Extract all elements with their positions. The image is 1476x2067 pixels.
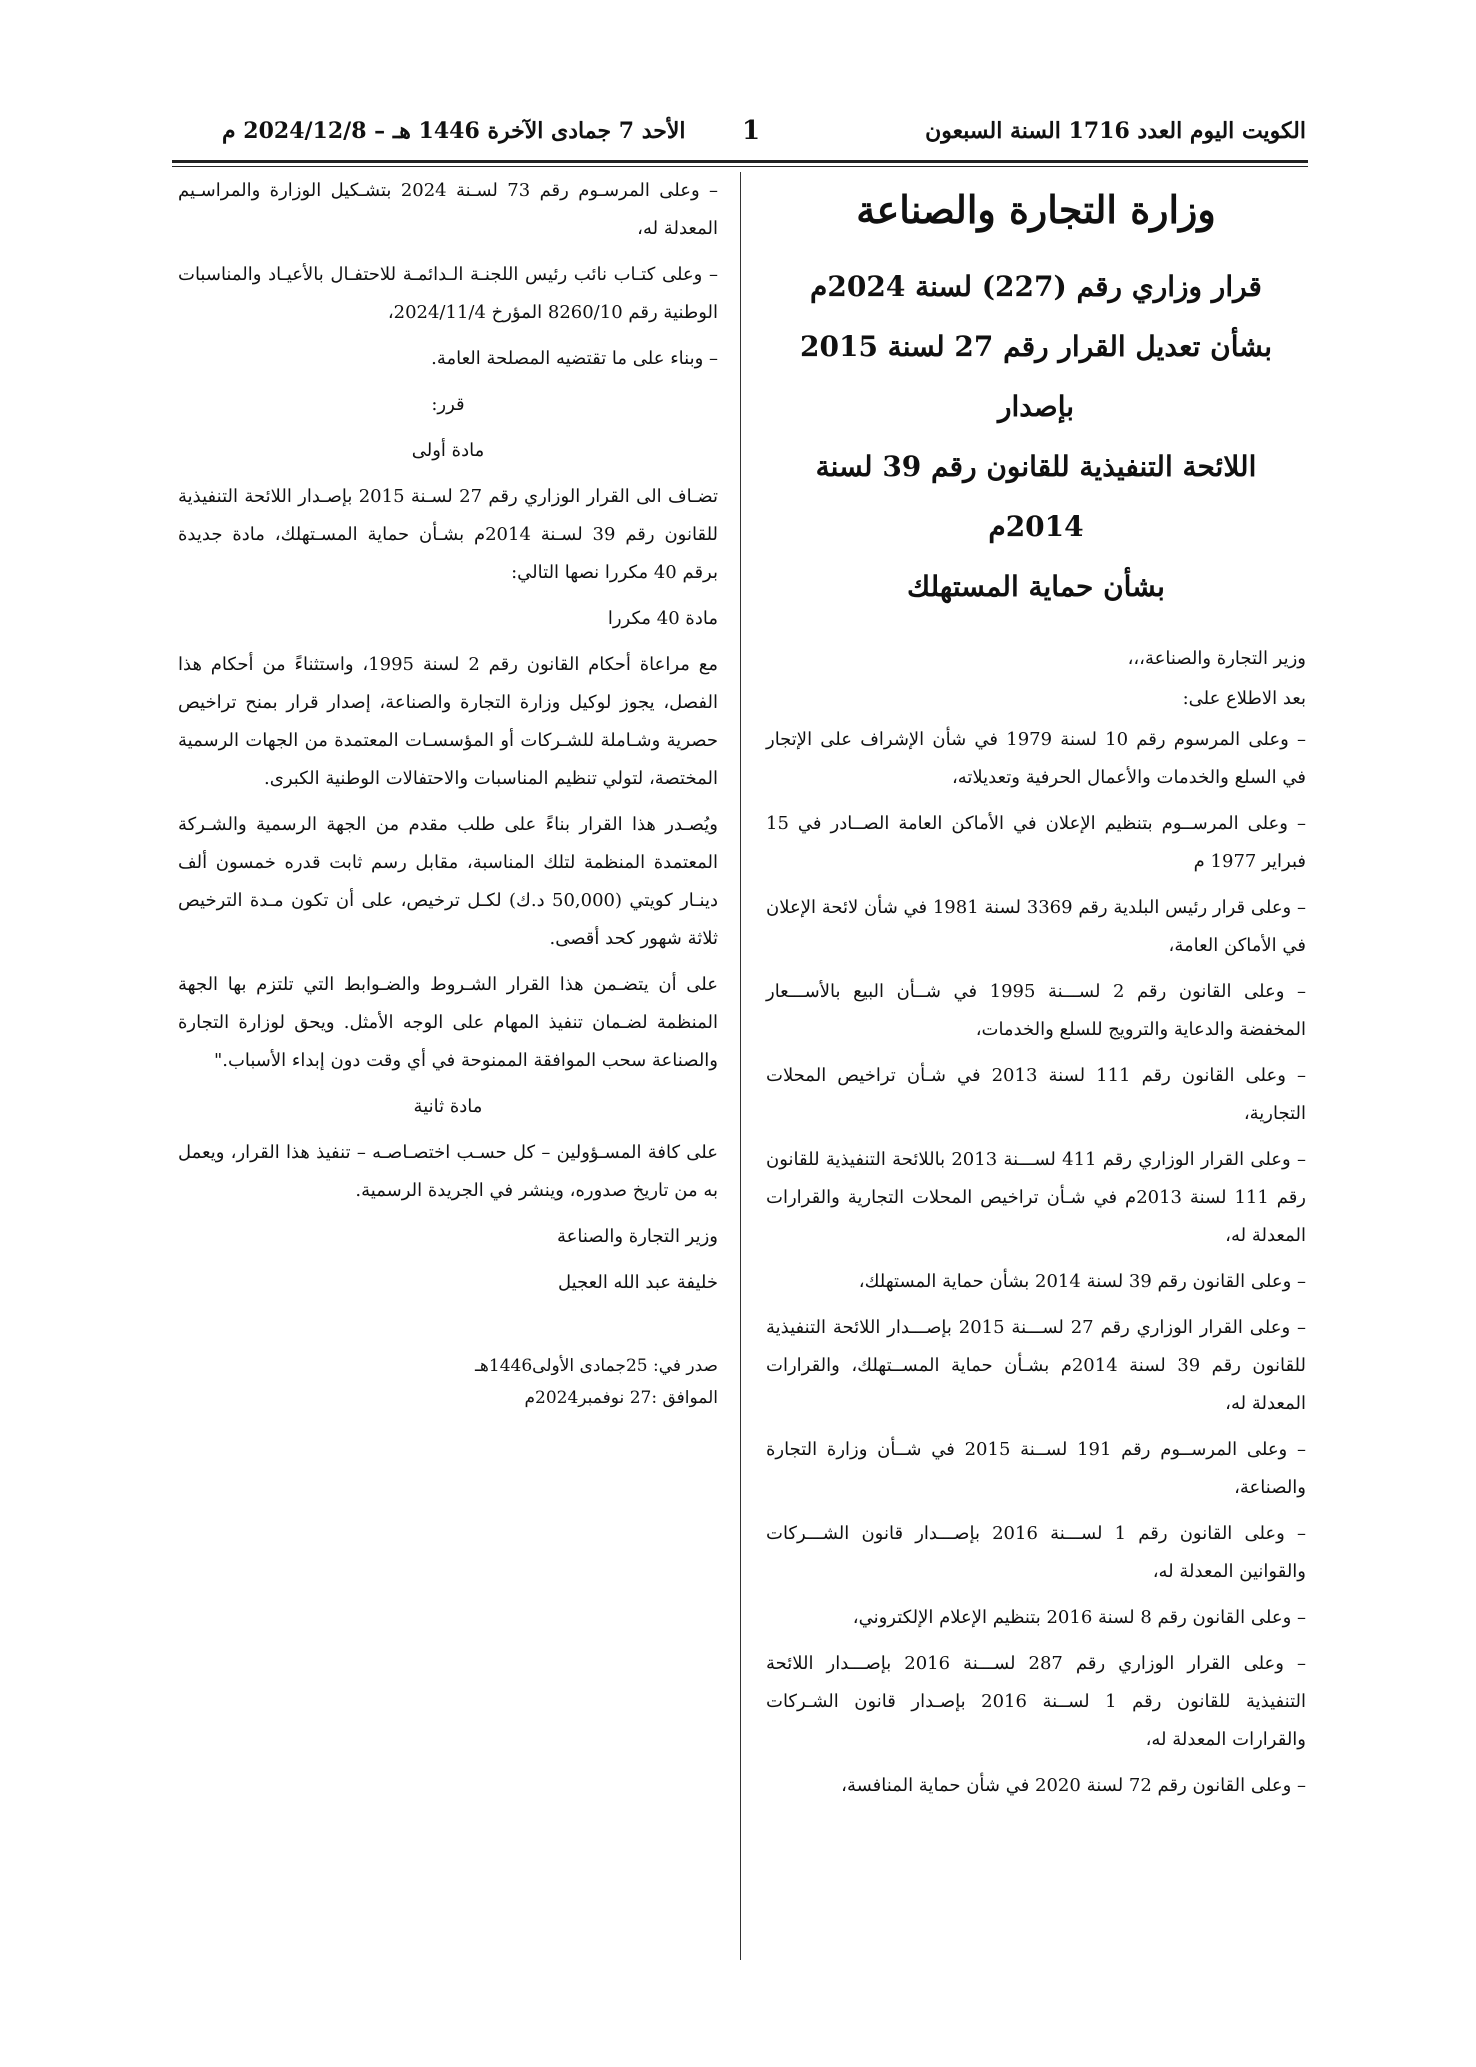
decision-title-line: بشأن حماية المستهلك [907, 570, 1165, 603]
spacer [178, 1310, 718, 1350]
preamble-item: – وعلى القانون رقم 72 لسنة 2020 في شأن حماية المنافسة، [841, 1775, 1306, 1796]
page-number: 1 [742, 116, 761, 146]
decision-title [766, 257, 1306, 617]
signature-name: خليفة عبد الله العجيل [557, 1272, 718, 1293]
decision-title-line: بشأن تعديل القرار رقم 27 لسنة 2015 بإصدار [800, 330, 1272, 423]
decision-title-line: اللائحة التنفيذية للقانون رقم 39 لسنة 2014م [815, 450, 1257, 543]
preamble-item: – وبناء على ما تقتضيه المصلحة العامة. [431, 348, 718, 369]
article-40-paragraph: ويُصـدر هذا القرار بناءً على طلب مقدم من الجهة الرسمية والشـركة المعتمدة المنظمة لتلك المناسبة، مقابل رسم ثابت قدره خمسون ألف دينـار كويتي (50,000 د.ك) لكـل ترخيص، على أن تكون مـدة الترخيص ثلاثة شهور كحد أقصى. [178, 814, 719, 949]
column-divider [740, 172, 741, 1960]
preamble-item: – وعلى القانون رقم 1 لســـنة 2016 بإصـــدار قانون الشـــركات والقوانين المعدلة له، [766, 1523, 1306, 1582]
issue-date: الأحد 7 جمادى الآخرة 1446 هـ – 2024/12/8 م [222, 118, 686, 144]
minister-intro: وزير التجارة والصناعة،،، [1127, 648, 1306, 669]
preamble-item: – وعلى القرار الوزاري رقم 27 لســـنة 2015 بإصـــدار اللائحة التنفيذية للقانون رقم 39 لسنة 2014م بشـأن حماية المســتهلك، والقرارات المعدلة له، [766, 1317, 1307, 1414]
preamble-item: – وعلى القانون رقم 8 لسنة 2016 بتنظيم الإعلام الإلكتروني، [852, 1607, 1306, 1628]
article-two-text: على كافة المسـؤولين – كل حسـب اختصـاصـه – تنفيذ هذا القرار، ويعمل به من تاريخ صدوره، وينشر في الجريدة الرسمية. [178, 1142, 718, 1201]
issued-date-hijri: صدر في: 25جمادى الأولى1446هـ [474, 1356, 718, 1376]
preamble-item: – وعلى المرســوم رقم 191 لســنة 2015 في شــأن وزارة التجارة والصناعة، [766, 1439, 1306, 1498]
preamble-item: – وعلى القانون رقم 111 لسنة 2013 في شـأن تراخيص المحلات التجارية، [766, 1065, 1306, 1124]
article-40-heading: مادة 40 مكررا [607, 608, 718, 629]
article-two-heading: مادة ثانية [413, 1096, 483, 1117]
ministry-title: وزارة التجارة والصناعة [856, 187, 1216, 232]
article-one-text: تضـاف الى القرار الوزاري رقم 27 لسـنة 2015 بإصـدار اللائحة التنفيذية للقانون رقم 39 لسـنة 2014م بشـأن حماية المسـتهلك، مادة جديدة برقم 40 مكررا نصها التالي: [178, 486, 719, 583]
article-40-paragraph: مع مراعاة أحكام القانون رقم 2 لسنة 1995، واستثناءً من أحكام هذا الفصل، يجوز لوكيل وزارة التجارة والصناعة، إصدار قرار بمنح تراخيص حصرية وشـاملة للشـركات أو المؤسسـات المعتمدة من الجهات الرسمية المختصة، لتولي تنظيم المناسبات والاحتفالات الوطنية الكبرى. [178, 654, 718, 789]
gazette-issue-info: الكويت اليوم العدد 1716 السنة السبعون [925, 118, 1306, 144]
preamble-item: – وعلى قرار رئيس البلدية رقم 3369 لسنة 1981 في شأن لائحة الإعلان في الأماكن العامة، [766, 897, 1306, 956]
decision-title-line: قرار وزاري رقم (227) لسنة 2024م [810, 270, 1262, 303]
preamble-item: – وعلى القانون رقم 2 لســـنة 1995 في شــأن البيع بالأســـعار المخفضة والدعاية والترويج للسلع والخدمات، [766, 981, 1307, 1040]
preamble-item: – وعلى كتـاب نائب رئيس اللجنـة الـدائمـة للاحتفـال بالأعيـاد والمناسبات الوطنية رقم 8260/10 المؤرخ 2024/11/4، [178, 264, 718, 323]
preamble-item: – وعلى المرسوم رقم 10 لسنة 1979 في شأن الإشراف على الإتجار في السلع والخدمات والأعمال الحرفية وتعديلاته، [766, 729, 1307, 788]
header-rule-thin [172, 166, 1308, 167]
preamble-item: – وعلى المرســوم بتنظيم الإعلان في الأماكن العامة الصــادر في 15 فبراير 1977 م [766, 813, 1306, 872]
article-40-paragraph: على أن يتضـمن هذا القرار الشـروط والضـوابط التي تلتزم بها الجهة المنظمة لضـمان تنفيذ المهام على الوجه الأمثل. ويحق لوزارة التجارة والصناعة سحب الموافقة الممنوحة في أي وقت دون إبداء الأسباب." [178, 974, 718, 1071]
page-header [222, 118, 1306, 158]
left-column [178, 172, 718, 1414]
decided-heading: قرر: [431, 394, 465, 415]
preamble-item: – وعلى المرسـوم رقم 73 لسـنة 2024 بتشـكيل الوزارة والمراسـيم المعدلة له، [178, 180, 719, 239]
after-review-label: بعد الاطلاع على: [1182, 688, 1306, 709]
issued-date-gregorian: الموافق :27 نوفمبر2024م [524, 1388, 718, 1408]
preamble-item: – وعلى القانون رقم 39 لسنة 2014 بشأن حماية المستهلك، [858, 1271, 1306, 1292]
header-rule-thick [172, 160, 1308, 163]
right-column [766, 185, 1306, 1813]
signature-title: وزير التجارة والصناعة [556, 1226, 718, 1247]
preamble-item: – وعلى القرار الوزاري رقم 411 لســـنة 2013 باللائحة التنفيذية للقانون رقم 111 لسنة 2013م في شـأن تراخيص المحلات التجارية والقرارات المعدلة له، [766, 1149, 1306, 1246]
preamble-item: – وعلى القرار الوزاري رقم 287 لســـنة 2016 بإصـــدار اللائحة التنفيذية للقانون رقم 1 لســنة 2016 بإصـدار قانون الشـركات والقرارات المعدلة له، [766, 1653, 1306, 1750]
article-one-heading: مادة أولى [411, 440, 485, 461]
